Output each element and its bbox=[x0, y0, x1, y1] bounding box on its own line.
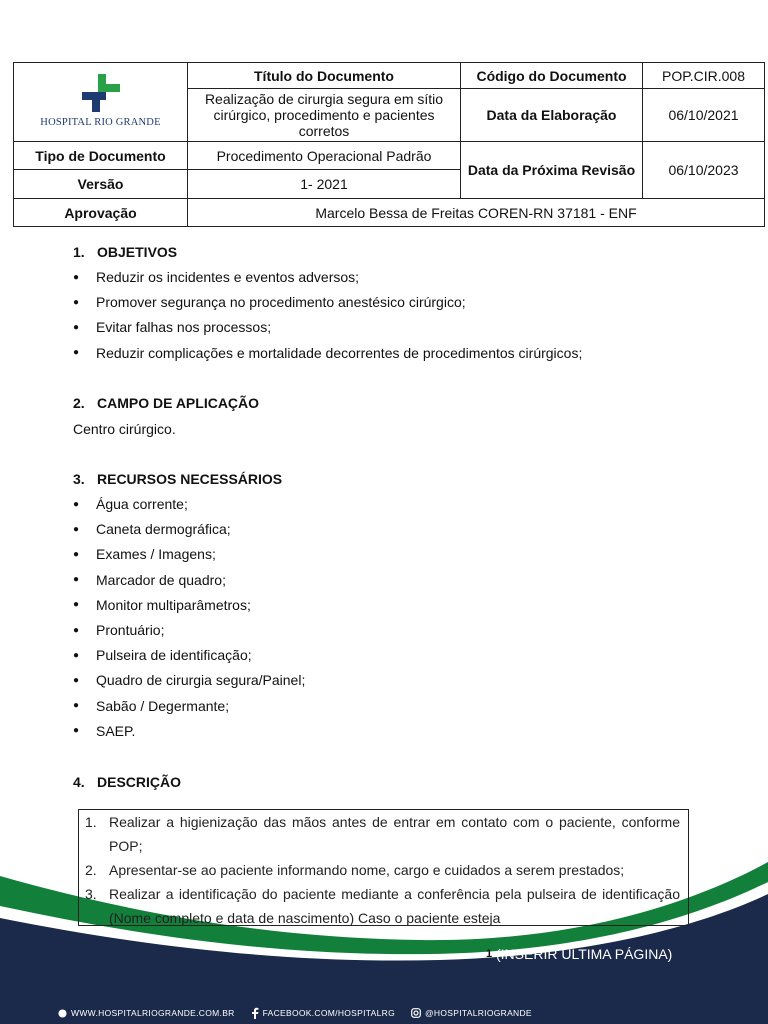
descricao-item-text: Realizar a identificação do paciente mediante a conferência pela pulseira de identificação (Nome completo e data de nascimento) Caso o paciente esteja bbox=[109, 886, 680, 926]
footer-facebook-link[interactable]: FACEBOOK.COM/HOSPITALRG bbox=[262, 1008, 395, 1018]
list-item bbox=[73, 568, 305, 593]
section-title-text: DESCRIÇÃO bbox=[97, 774, 182, 790]
list-item bbox=[73, 542, 305, 567]
bullet-icon: ● bbox=[73, 271, 80, 283]
list-item-text: Caneta dermográfica; bbox=[96, 521, 231, 538]
list-item bbox=[73, 618, 305, 643]
descricao-item-number: 1. bbox=[85, 814, 97, 830]
section-number: 4. bbox=[73, 774, 85, 790]
bullet-icon: ● bbox=[73, 725, 80, 737]
hospital-logo-icon bbox=[82, 74, 120, 112]
list-item bbox=[73, 694, 305, 719]
list-item bbox=[73, 492, 305, 517]
list-item-text: Promover segurança no procedimento anestésico cirúrgico; bbox=[96, 294, 466, 311]
footer-note: (INSERIR ÚLTIMA PÁGINA) bbox=[496, 946, 673, 962]
aprovacao-value: Marcelo Bessa de Freitas COREN-RN 37181 - ENF bbox=[188, 199, 765, 227]
descricao-item-number: 3. bbox=[85, 886, 97, 902]
document-header-table bbox=[13, 62, 765, 227]
bullet-icon: ● bbox=[73, 549, 80, 561]
section-number: 1. bbox=[73, 244, 85, 260]
list-item bbox=[73, 593, 305, 618]
list-item-text: Prontuário; bbox=[96, 621, 165, 638]
list-item-text: Pulseira de identificação; bbox=[96, 647, 252, 664]
bullet-icon: ● bbox=[73, 649, 80, 661]
section-recursos-title bbox=[73, 471, 282, 487]
recursos-list bbox=[73, 492, 305, 744]
list-item-text: Sabão / Degermante; bbox=[96, 697, 230, 714]
logo-cell bbox=[14, 63, 188, 142]
logo-text: HOSPITAL RIO GRANDE bbox=[40, 116, 161, 128]
objetivos-list bbox=[73, 265, 582, 366]
bullet-icon: ● bbox=[73, 347, 80, 359]
bullet-icon: ● bbox=[73, 322, 80, 334]
versao-label: Versão bbox=[14, 170, 188, 199]
aprovacao-label: Aprovação bbox=[14, 199, 188, 227]
list-item bbox=[73, 643, 305, 668]
bullet-icon: ● bbox=[73, 624, 80, 636]
list-item-text: Exames / Imagens; bbox=[96, 546, 216, 563]
list-item-text: Marcador de quadro; bbox=[96, 571, 226, 588]
codigo-label: Código do Documento bbox=[461, 63, 643, 89]
section-descricao-title bbox=[73, 774, 181, 790]
section-title-text: OBJETIVOS bbox=[97, 244, 178, 260]
bullet-icon: ● bbox=[73, 599, 80, 611]
list-item bbox=[73, 265, 582, 290]
page-number: 1 bbox=[486, 948, 493, 960]
codigo-value: POP.CIR.008 bbox=[643, 63, 765, 89]
list-item bbox=[73, 315, 582, 340]
titulo-value: Realização de cirurgia segura em sítio cirúrgico, procedimento e pacientes corretos bbox=[188, 89, 461, 142]
footer-links bbox=[58, 1007, 532, 1019]
titulo-label: Título do Documento bbox=[188, 63, 461, 89]
bullet-icon: ● bbox=[73, 700, 80, 712]
campo-text: Centro cirúrgico. bbox=[73, 421, 176, 437]
list-item-text: Evitar falhas nos processos; bbox=[96, 319, 272, 336]
list-item bbox=[73, 341, 582, 366]
elaboracao-label: Data da Elaboração bbox=[461, 89, 643, 142]
tipo-label: Tipo de Documento bbox=[14, 142, 188, 170]
section-title-text: CAMPO DE APLICAÇÃO bbox=[97, 395, 260, 411]
section-campo-title bbox=[73, 395, 259, 411]
descricao-item bbox=[79, 858, 688, 882]
bullet-icon: ● bbox=[73, 296, 80, 308]
descricao-item bbox=[79, 882, 688, 926]
descricao-item-number: 2. bbox=[85, 862, 97, 878]
list-item-text: Reduzir os incidentes e eventos adversos; bbox=[96, 269, 360, 285]
versao-value: 1- 2021 bbox=[188, 170, 461, 199]
list-item-text: SAEP. bbox=[96, 722, 136, 739]
descricao-item-text: Apresentar-se ao paciente informando nome, cargo e cuidados a serem prestados; bbox=[109, 862, 625, 878]
globe-icon bbox=[58, 1009, 67, 1018]
descricao-item-text: Realizar a higienização das mãos antes de entrar em contato com o paciente, conforme POP; bbox=[109, 814, 680, 854]
descricao-item bbox=[79, 810, 688, 858]
list-item-text: Reduzir complicações e mortalidade decorrentes de procedimentos cirúrgicos; bbox=[96, 344, 583, 361]
bullet-icon: ● bbox=[73, 523, 80, 535]
revisao-label: Data da Próxima Revisão bbox=[461, 142, 643, 199]
elaboracao-value: 06/10/2021 bbox=[643, 89, 765, 142]
list-item bbox=[73, 668, 305, 693]
footer-instagram-link[interactable]: @HOSPITALRIOGRANDE bbox=[424, 1008, 532, 1018]
list-item-text: Água corrente; bbox=[96, 496, 188, 512]
list-item-text: Quadro de cirurgia segura/Painel; bbox=[96, 672, 306, 689]
revisao-value: 06/10/2023 bbox=[643, 142, 765, 199]
bullet-icon: ● bbox=[73, 498, 80, 510]
footer-website-link[interactable]: WWW.HOSPITALRIOGRANDE.COM.BR bbox=[71, 1008, 235, 1018]
list-item bbox=[73, 719, 305, 744]
descricao-box bbox=[78, 809, 689, 926]
list-item bbox=[73, 290, 582, 315]
section-objetivos-title bbox=[73, 244, 177, 260]
bullet-icon: ● bbox=[73, 574, 80, 586]
instagram-icon bbox=[411, 1008, 421, 1018]
section-number: 2. bbox=[73, 395, 85, 411]
bullet-icon: ● bbox=[73, 675, 80, 686]
list-item-text: Monitor multiparâmetros; bbox=[96, 596, 251, 613]
section-title-text: RECURSOS NECESSÁRIOS bbox=[97, 471, 283, 487]
tipo-value: Procedimento Operacional Padrão bbox=[188, 142, 461, 170]
section-number: 3. bbox=[73, 471, 85, 487]
facebook-icon bbox=[251, 1007, 259, 1019]
list-item bbox=[73, 517, 305, 542]
